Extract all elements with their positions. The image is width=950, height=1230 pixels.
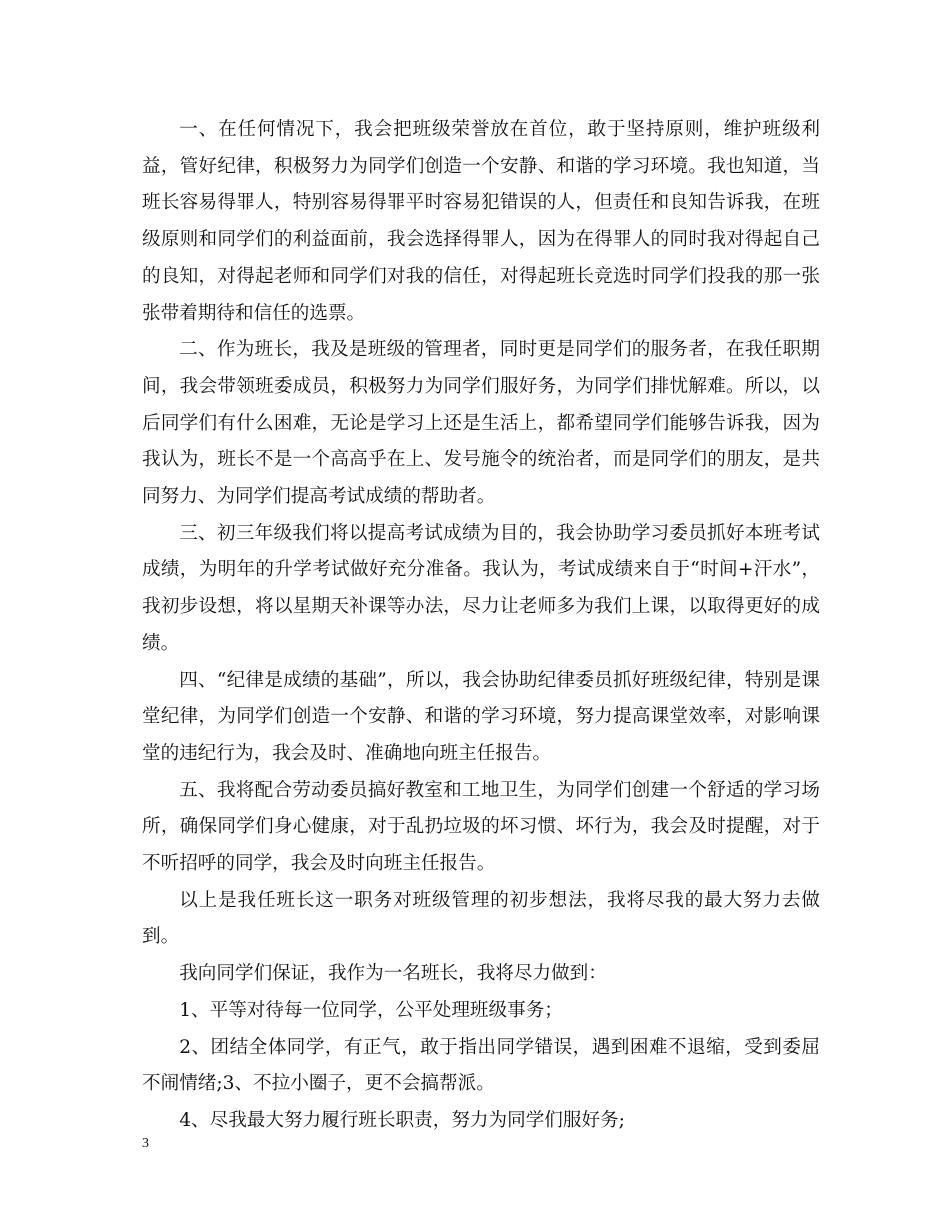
body-text xyxy=(142,112,820,1140)
paragraph-5: 五、我将配合劳动委员搞好教室和工地卫生，为同学们创建一个舒适的学习场所，确保同学们身心健康，对于乱扔垃圾的坏习惯、坏行为，我会及时提醒，对于不听招呼的同学，我会及时向班主任报告。 xyxy=(142,779,820,875)
paragraph-4: 四、“纪律是成绩的基础”，所以，我会协助纪律委员抓好班级纪律，特别是课堂纪律，为同学们创造一个安静、和谐的学习环境，努力提高课堂效率，对影响课堂的违纪行为，我会及时、准确地向班主任报告。 xyxy=(142,669,820,764)
paragraph-6: 以上是我任班长这一职务对班级管理的初步想法，我将尽我的最大努力去做到。 xyxy=(142,889,820,948)
paragraph-10: 4、尽我最大努力履行班长职责，努力为同学们服好务; xyxy=(179,1109,625,1131)
paragraph-3: 三、初三年级我们将以提高考试成绩为目的，我会协助学习委员抓好本班考试成绩，为明年的升学考试做好充分准备。我认为，考试成绩来自于“时间+汗水”，我初步设想，将以星期天补课等办法，尽力让老师多为我们上课，以取得更好的成绩。 xyxy=(142,522,820,654)
paragraph-9: 2、团结全体同学，有正气，敢于指出同学错误，遇到困难不退缩，受到委屈不闹情绪;3、不拉小圈子，更不会搞帮派。 xyxy=(142,1036,820,1095)
paragraph-8: 1、平等对待每一位同学，公平处理班级事务； xyxy=(179,999,563,1021)
page-number: 3 xyxy=(142,1136,149,1151)
paragraph-7: 我向同学们保证，我作为一名班长，我将尽力做到： xyxy=(179,963,607,985)
paragraph-1: 一、在任何情况下，我会把班级荣誉放在首位，敢于坚持原则，维护班级利益，管好纪律，积极努力为同学们创造一个安静、和谐的学习环境。我也知道，当班长容易得罪人，特别容易得罪平时容易犯错误的人，但责任和良知告诉我，在班级原则和同学们的利益面前，我会选择得罪人，因为在得罪人的同时我对得起自己的良知，对得起老师和同学们对我的信任，对得起班长竞选时同学们投我的那一张张带着期待和信任的选票。 xyxy=(142,119,820,324)
paragraph-2: 二、作为班长，我及是班级的管理者，同时更是同学们的服务者，在我任职期间，我会带领班委成员，积极努力为同学们服好务，为同学们排忧解难。所以，以后同学们有什么困难，无论是学习上还是生活上，都希望同学们能够告诉我，因为我认为，班长不是一个高高乎在上、发号施令的统治者，而是同学们的朋友，是共同努力、为同学们提高考试成绩的帮助者。 xyxy=(142,339,820,508)
